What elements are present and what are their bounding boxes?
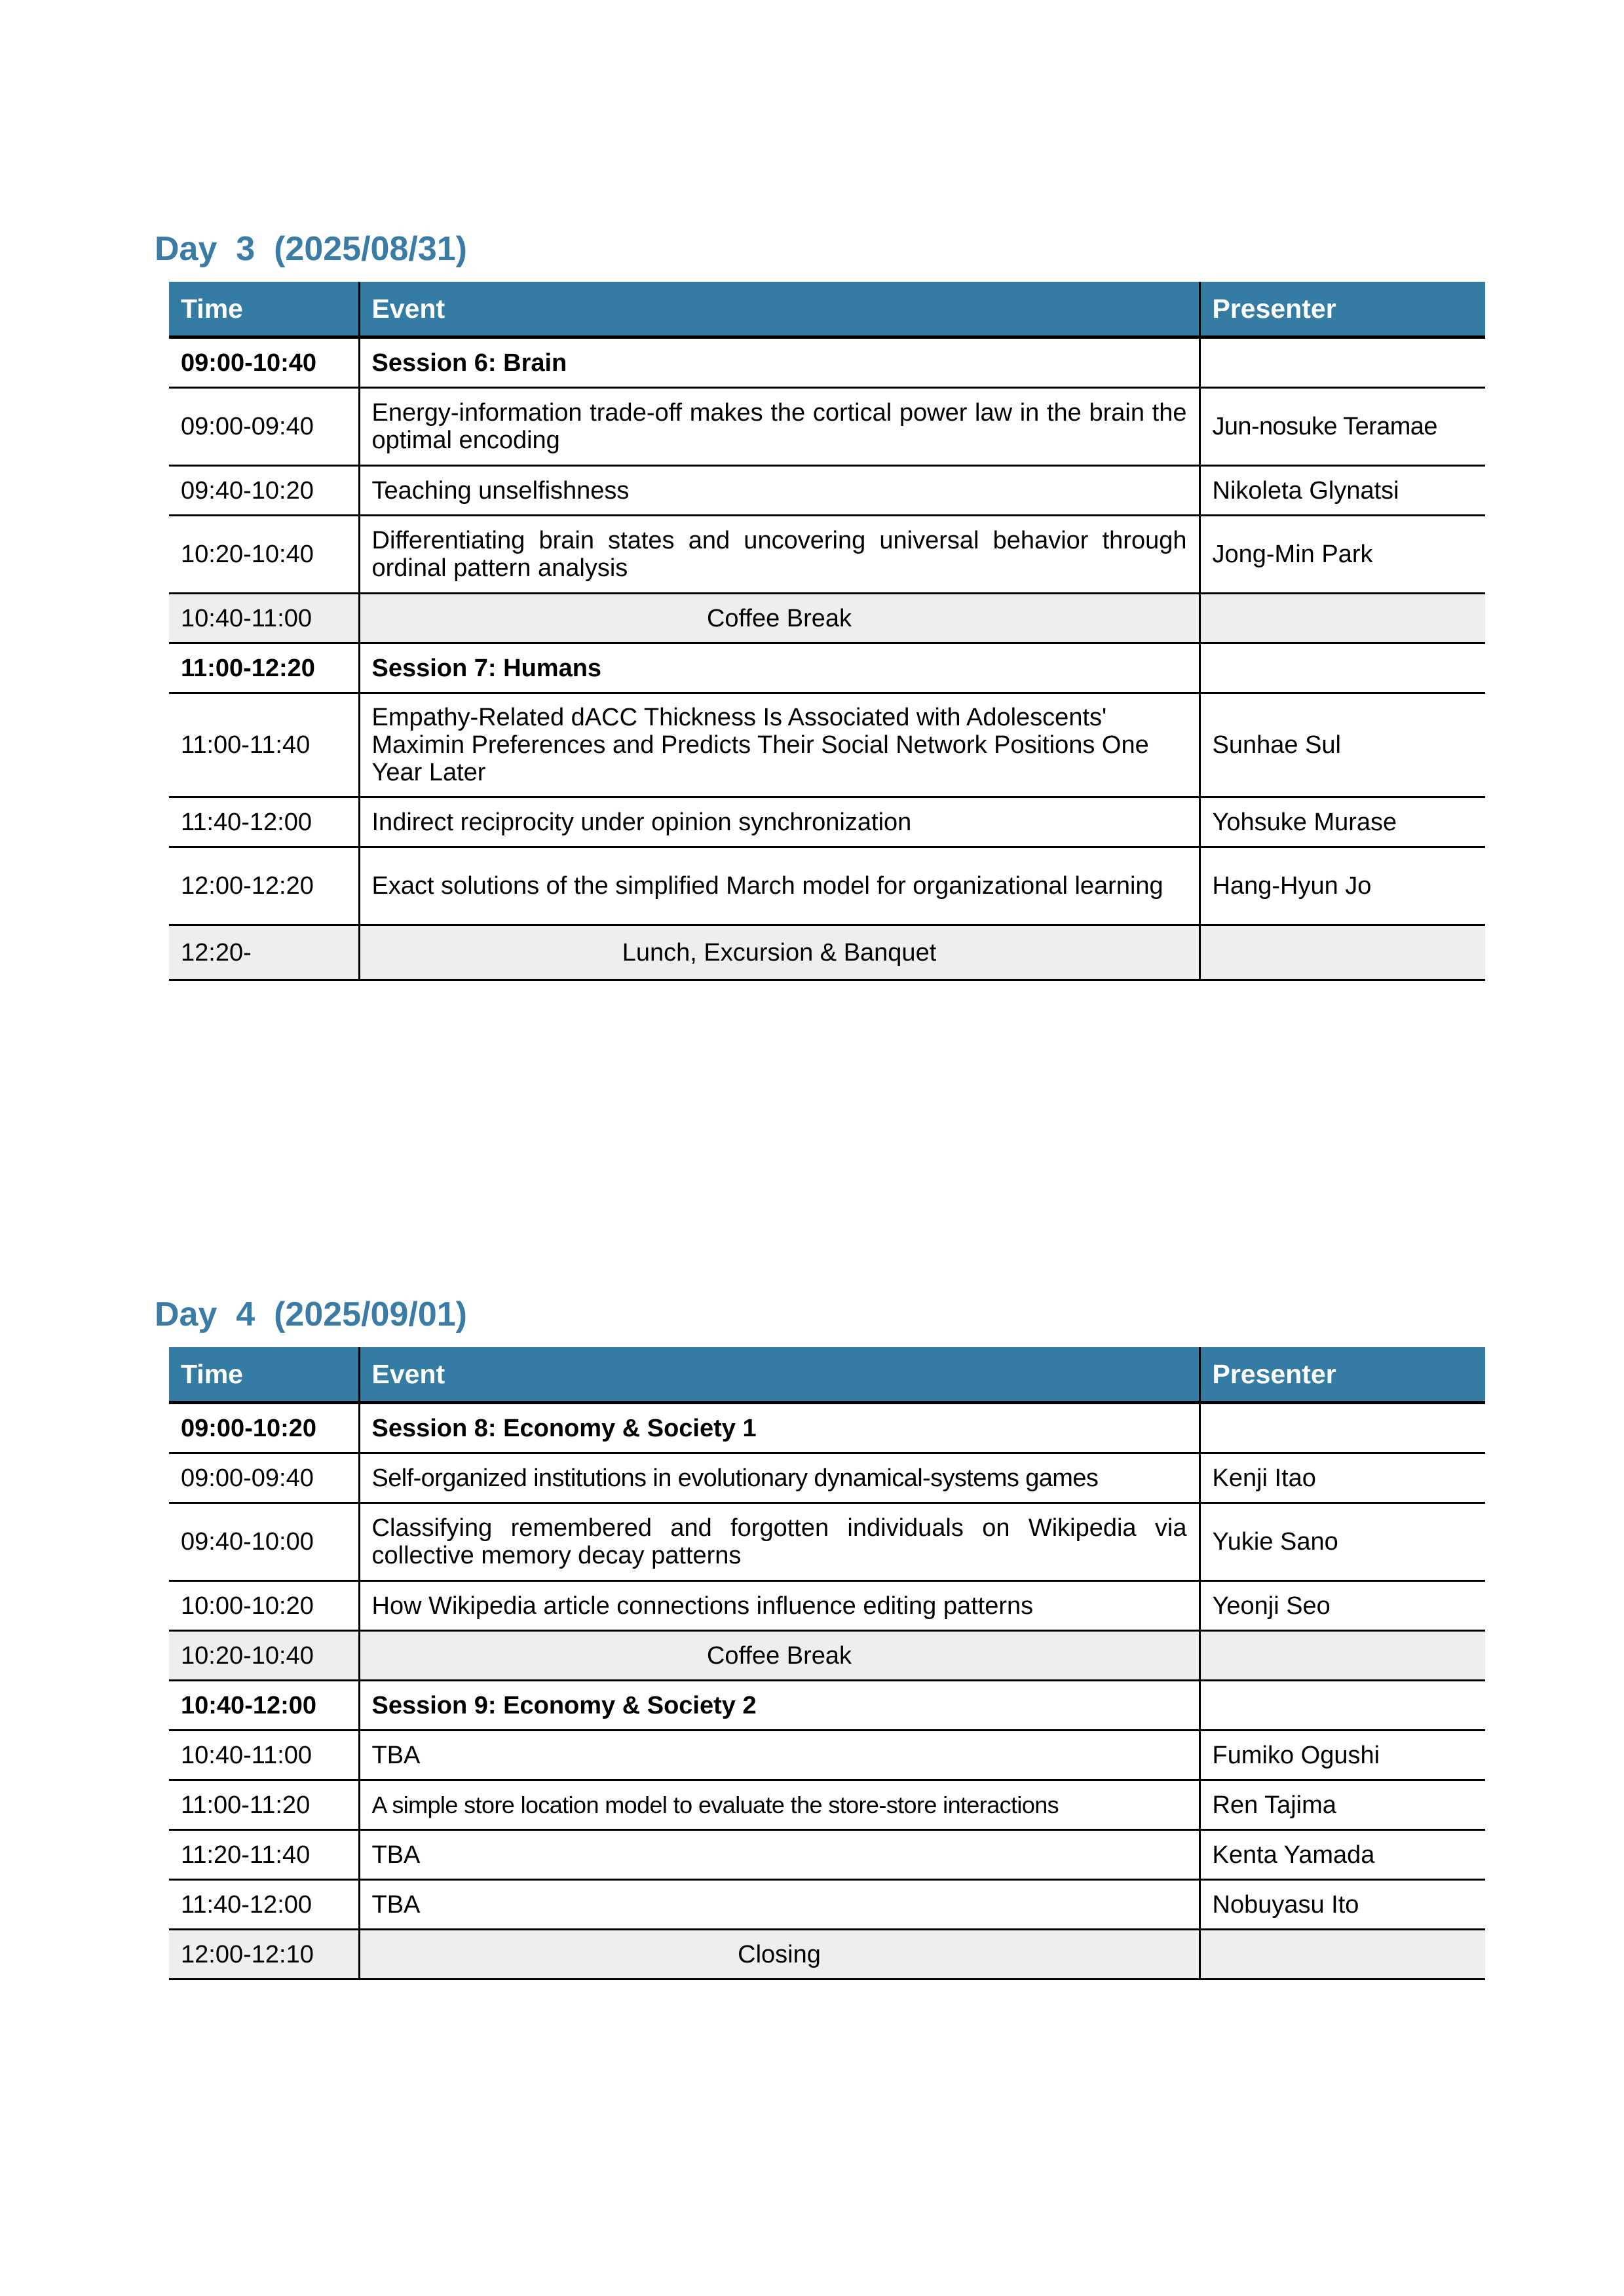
presenter-cell: Sunhae Sul: [1199, 693, 1485, 797]
event-column-header: Event: [359, 1347, 1199, 1403]
event-cell: TBA: [359, 1731, 1199, 1780]
table-row: [169, 1830, 1485, 1880]
event-cell: How Wikipedia article connections influence editing patterns: [359, 1581, 1199, 1631]
time-cell: 09:00-10:40: [169, 337, 359, 388]
time-cell: 09:40-10:00: [169, 1503, 359, 1581]
break-row: [169, 594, 1485, 643]
break-label-cell: Closing: [359, 1930, 1199, 1980]
presenter-cell: [1199, 1681, 1485, 1731]
break-label-cell: Coffee Break: [359, 1631, 1199, 1681]
event-cell: Classifying remembered and forgotten individuals on Wikipedia via collective memory decay patterns: [359, 1503, 1199, 1581]
break-label-cell: Coffee Break: [359, 594, 1199, 643]
time-cell: 12:20-: [169, 925, 359, 980]
day4-schedule-table: [169, 1347, 1485, 1980]
day4-heading: Day 4 (2025/09/01): [155, 1295, 467, 1333]
day3-heading: Day 3 (2025/08/31): [155, 230, 467, 268]
time-cell: 12:00-12:20: [169, 847, 359, 925]
time-cell: 11:00-11:40: [169, 693, 359, 797]
day3-schedule-table: [169, 282, 1485, 981]
presenter-cell: Kenji Itao: [1199, 1453, 1485, 1503]
table-row: [169, 847, 1485, 925]
time-cell: 12:00-12:10: [169, 1930, 359, 1980]
table-row: [169, 1453, 1485, 1503]
presenter-cell: Fumiko Ogushi: [1199, 1731, 1485, 1780]
event-cell: TBA: [359, 1880, 1199, 1930]
presenter-cell: [1199, 1631, 1485, 1681]
time-column-header: Time: [169, 1347, 359, 1403]
presenter-cell: [1199, 594, 1485, 643]
time-cell: 10:00-10:20: [169, 1581, 359, 1631]
time-cell: 11:40-12:00: [169, 797, 359, 847]
time-cell: 10:20-10:40: [169, 1631, 359, 1681]
presenter-column-header: Presenter: [1199, 1347, 1485, 1403]
time-cell: 11:20-11:40: [169, 1830, 359, 1880]
table-row: [169, 1731, 1485, 1780]
session-row: [169, 337, 1485, 388]
presenter-cell: [1199, 337, 1485, 388]
table-row: [169, 1880, 1485, 1930]
presenter-cell: [1199, 643, 1485, 693]
time-column-header: Time: [169, 282, 359, 337]
time-cell: 10:40-11:00: [169, 1731, 359, 1780]
event-cell: Empathy-Related dACC Thickness Is Associated with Adolescents' Maximin Preferences and Predicts Their Social Network Positions One Year Later: [359, 693, 1199, 797]
time-cell: 09:00-09:40: [169, 1453, 359, 1503]
time-cell: 10:20-10:40: [169, 516, 359, 594]
break-row: [169, 925, 1485, 980]
presenter-cell: Yohsuke Murase: [1199, 797, 1485, 847]
session-title-cell: Session 8: Economy & Society 1: [359, 1403, 1199, 1453]
table-row: [169, 1581, 1485, 1631]
presenter-column-header: Presenter: [1199, 282, 1485, 337]
event-cell: Differentiating brain states and uncovering universal behavior through ordinal pattern analysis: [359, 516, 1199, 594]
presenter-cell: Ren Tajima: [1199, 1780, 1485, 1830]
event-cell: Teaching unselfishness: [359, 466, 1199, 516]
presenter-cell: [1199, 1403, 1485, 1453]
presenter-cell: [1199, 925, 1485, 980]
presenter-cell: Nobuyasu Ito: [1199, 1880, 1485, 1930]
presenter-cell: Yukie Sano: [1199, 1503, 1485, 1581]
presenter-cell: Nikoleta Glynatsi: [1199, 466, 1485, 516]
event-column-header: Event: [359, 282, 1199, 337]
event-cell: Energy-information trade-off makes the cortical power law in the brain the optimal encoding: [359, 388, 1199, 466]
time-cell: 09:00-09:40: [169, 388, 359, 466]
presenter-cell: Jun-nosuke Teramae: [1199, 388, 1485, 466]
time-cell: 09:00-10:20: [169, 1403, 359, 1453]
break-row: [169, 1930, 1485, 1980]
break-row: [169, 1631, 1485, 1681]
time-cell: 09:40-10:20: [169, 466, 359, 516]
time-cell: 11:00-12:20: [169, 643, 359, 693]
break-label-cell: Lunch, Excursion & Banquet: [359, 925, 1199, 980]
table-row: [169, 388, 1485, 466]
event-cell: Indirect reciprocity under opinion synchronization: [359, 797, 1199, 847]
presenter-cell: [1199, 1930, 1485, 1980]
session-row: [169, 1403, 1485, 1453]
table-header-row: [169, 282, 1485, 337]
session-row: [169, 643, 1485, 693]
session-title-cell: Session 9: Economy & Society 2: [359, 1681, 1199, 1731]
presenter-cell: Kenta Yamada: [1199, 1830, 1485, 1880]
presenter-cell: Hang-Hyun Jo: [1199, 847, 1485, 925]
table-header-row: [169, 1347, 1485, 1403]
event-cell: TBA: [359, 1830, 1199, 1880]
table-row: [169, 516, 1485, 594]
event-cell: A simple store location model to evaluate the store-store interactions: [359, 1780, 1199, 1830]
event-cell: Self-organized institutions in evolutionary dynamical-systems games: [359, 1453, 1199, 1503]
time-cell: 11:40-12:00: [169, 1880, 359, 1930]
session-title-cell: Session 6: Brain: [359, 337, 1199, 388]
session-title-cell: Session 7: Humans: [359, 643, 1199, 693]
event-cell: Exact solutions of the simplified March model for organizational learning: [359, 847, 1199, 925]
time-cell: 10:40-11:00: [169, 594, 359, 643]
time-cell: 11:00-11:20: [169, 1780, 359, 1830]
table-row: [169, 693, 1485, 797]
time-cell: 10:40-12:00: [169, 1681, 359, 1731]
table-row: [169, 1503, 1485, 1581]
presenter-cell: Yeonji Seo: [1199, 1581, 1485, 1631]
table-row: [169, 1780, 1485, 1830]
table-row: [169, 466, 1485, 516]
presenter-cell: Jong-Min Park: [1199, 516, 1485, 594]
table-row: [169, 797, 1485, 847]
session-row: [169, 1681, 1485, 1731]
